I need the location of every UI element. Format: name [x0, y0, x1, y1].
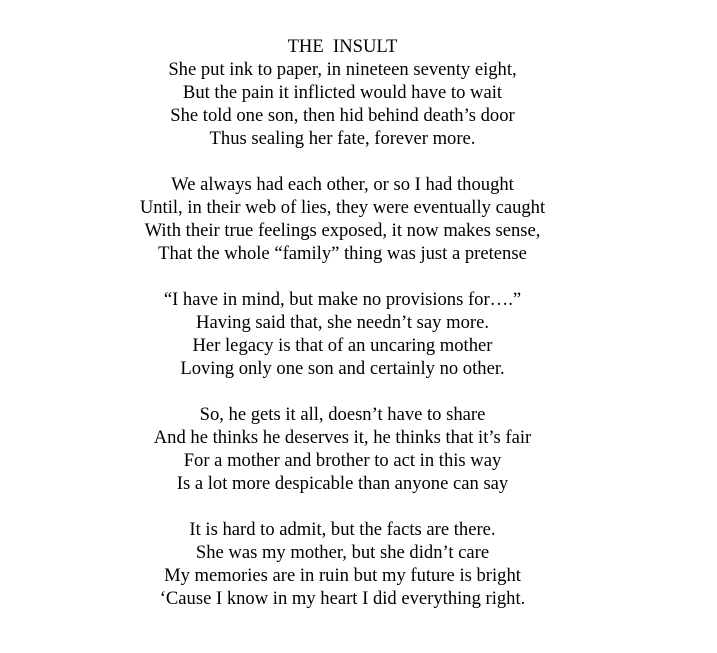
poem-line: And he thinks he deserves it, he thinks that it’s fair [153, 427, 532, 448]
poem-line: She was my mother, but she didn’t care [195, 542, 490, 563]
poem-line: ‘Cause I know in my heart I did everything right. [159, 588, 526, 609]
poem-line: So, he gets it all, doesn’t have to share [199, 404, 486, 425]
poem-line: She told one son, then hid behind death’s door [170, 105, 515, 126]
poem-title: THE INSULT [287, 36, 398, 57]
poem-line: For a mother and brother to act in this way [183, 450, 502, 471]
poem-line: Having said that, she needn’t say more. [196, 312, 489, 333]
poem [0, 35, 685, 633]
poem-line: But the pain it inflicted would have to wait [182, 82, 503, 103]
poem-line: “I have in mind, but make no provisions for….” [163, 289, 522, 310]
stanza-5 [0, 518, 685, 610]
poem-line: With their true feelings exposed, it now makes sense, [144, 220, 541, 241]
poem-line: We always had each other, or so I had thought [171, 174, 514, 195]
poem-line: Loving only one son and certainly no other. [180, 358, 505, 379]
poem-line: She put ink to paper, in nineteen seventy eight, [168, 59, 517, 80]
poem-line: Is a lot more despicable than anyone can say [176, 473, 509, 494]
poem-line: Thus sealing her fate, forever more. [209, 128, 476, 149]
stanza-3 [0, 288, 685, 380]
stanza-4 [0, 403, 685, 495]
poem-line: It is hard to admit, but the facts are there. [189, 519, 496, 540]
poem-line: Until, in their web of lies, they were eventually caught [139, 197, 546, 218]
stanza-1 [0, 35, 685, 150]
poem-line: That the whole “family” thing was just a pretense [158, 243, 527, 264]
poem-line: My memories are in ruin but my future is bright [164, 565, 521, 586]
poem-line: Her legacy is that of an uncaring mother [192, 335, 493, 356]
stanza-2 [0, 173, 685, 265]
